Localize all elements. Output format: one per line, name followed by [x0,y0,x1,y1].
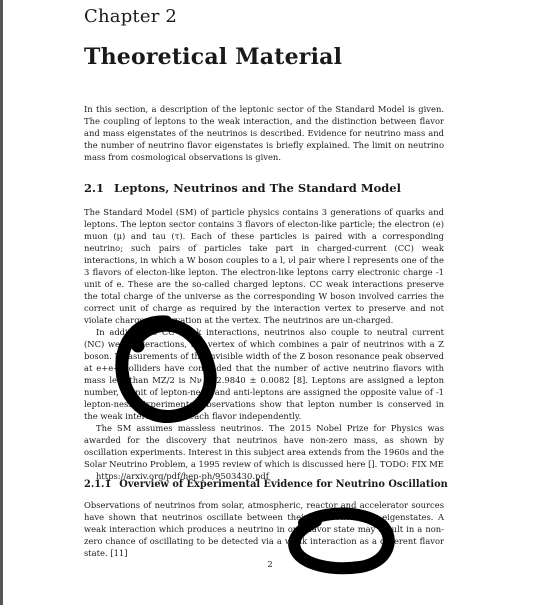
page-number: 2 [267,559,273,569]
reference-url[interactable]: https://arxiv.org/pdf/hep-ph/9503430.pdf [96,471,269,481]
section-number: 2.1 [84,181,105,195]
section-paragraph-3: The SM assumes massless neutrinos. The 2015 Nobel Prize for Physics was awarded for the discovery that neutrinos have non-zero mass, as shown by oscillation experiments. Interest in this subject area extends from the 1960s and the Solar Neutrino Problem, a 1995 review of which is discussed here []. TODO: FIX ME [84,423,444,469]
page-left-edge [0,0,3,605]
subsection-title: Overview of Experimental Evidence for Neutrino Oscillation [119,479,448,490]
subsection-number: 2.1.1 [84,479,112,490]
subsection-paragraph-1: Observations of neutrinos from solar, atmospheric, reactor and accelerator sources have shown that neutrinos oscillate between their different flavor eigenstates. A weak interaction which produces a neutrino in one flavor state may result in a non-zero chance of oscillating to be detected via a weak interaction as a different flavor state. [11] [84,500,444,558]
chapter-label: Chapter 2 [84,6,178,27]
section-title: Leptons, Neutrinos and The Standard Model [114,181,401,195]
section-paragraph-2: In addition to CC weak interactions, neutrinos also couple to neutral current (NC) weak interactions, the vertex of which combines a pair of neutrinos with a Z boson. Measurements of the invisible width of the Z boson resonance peak observed at e+e− colliders have concluded that the number of active neutrino flavors with mass less than MZ/2 is Nν = 2.9840 ± 0.0082 [8]. Leptons are assigned a lepton number, 1 unit of lepton-ness, and anti-leptons are assigned the opposite value of -1 lepton-ness. Experimental observations show that lepton number is conserved in the weak interaction for each flavor independently. [84,327,444,421]
section-paragraph-1: The Standard Model (SM) of particle physics contains 3 generations of quarks and leptons. The lepton sector contains 3 flavors of electon-like particle; the electron (e) muon (μ) and tau (τ). Each of these particles is paired with a corresponding neutrino; such pairs of particles take part in charged-current (CC) weak interactions, in which a W boson couples to a l, νl pair where l represents one of the 3 flavors of electon-like lepton. The electron-like leptons carry electronic charge -1 unit of e. These are the so-called charged leptons. CC weak interactions preserve the total charge of the universe as the corresponding W boson involved carries the correct unit of charge as required by the interaction vertex to preserve and not violate charge conservation at the vertex. The neutrinos are un-charged. [84,207,444,325]
scribble-oval-mark [282,505,400,577]
subsection-heading [84,479,448,490]
chapter-title: Theoretical Material [84,44,343,70]
scribble-circle-mark [108,312,226,430]
section-heading [84,181,401,195]
intro-paragraph: In this section, a description of the leptonic sector of the Standard Model is given. The coupling of leptons to the weak interaction, and the distinction between flavor and mass eigenstates of the neutrinos is described. Evidence for neutrino mass and the number of neutrino flavor eigenstates is briefly explained. The limit on neutrino mass from cosmological observations is given. [84,104,444,162]
intro-block [84,103,444,163]
